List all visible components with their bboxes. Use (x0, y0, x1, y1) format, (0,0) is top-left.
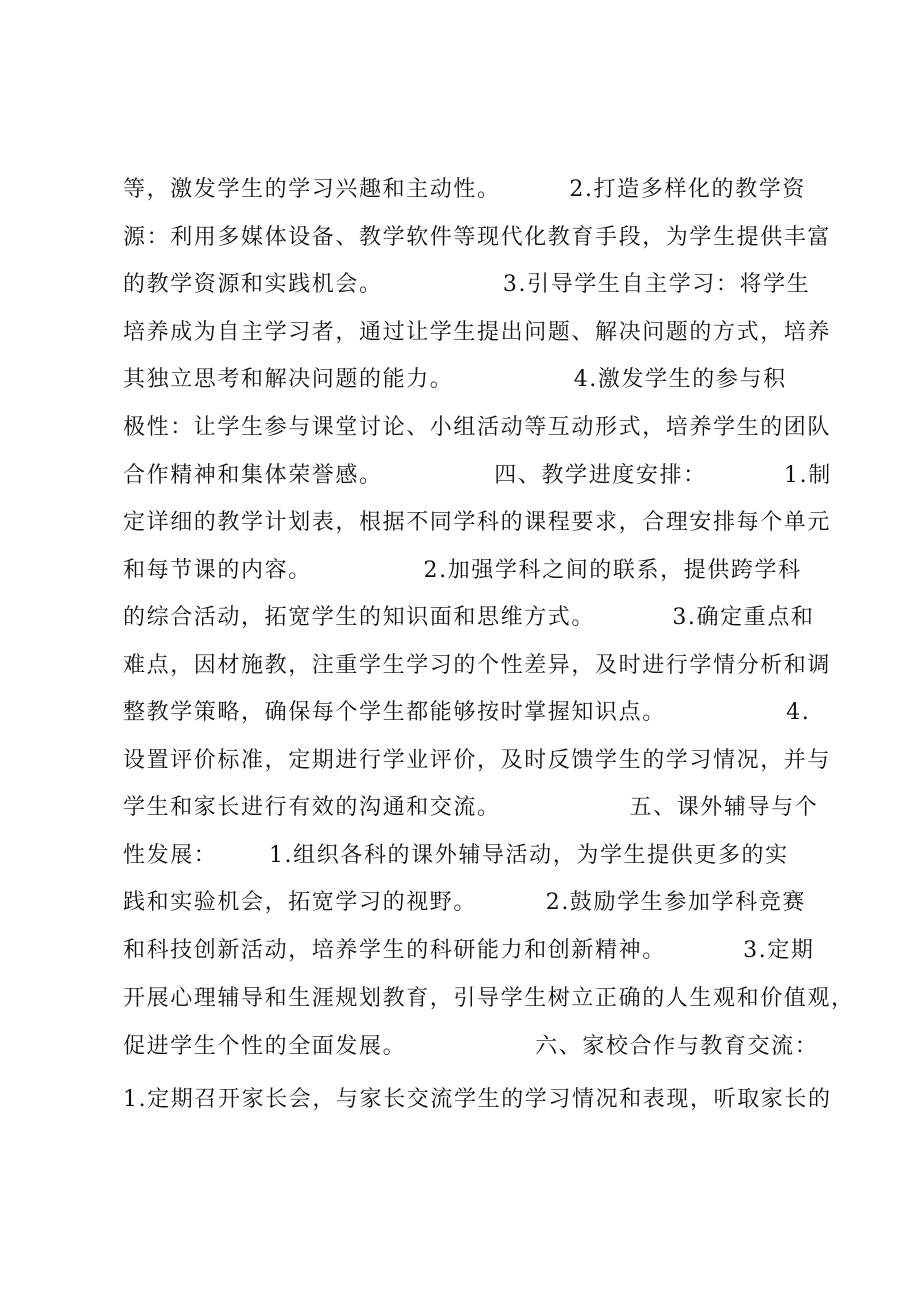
text-line: 源：利用多媒体设备、教学软件等现代化教育手段，为学生提供丰富 (123, 225, 832, 250)
text-line: 极性：让学生参与课堂讨论、小组活动等互动形式，培养学生的团队 (123, 415, 832, 440)
text-line: 难点，因材施教，注重学生学习的个性差异，及时进行学情分析和调 (123, 653, 832, 678)
text-line: 的教学资源和实践机会。 3.引导学生自主学习：将学生 (123, 272, 811, 297)
text-line: 促进学生个性的全面发展。 六、家校合作与教育交流： (123, 1034, 819, 1059)
text-line: 开展心理辅导和生涯规划教育，引导学生树立正确的人生观和价值观， (123, 986, 855, 1011)
text-line: 和科技创新活动，培养学生的科研能力和创新精神。 3.定期 (123, 938, 815, 963)
text-line: 定详细的教学计划表，根据不同学科的课程要求，合理安排每个单元 (123, 510, 832, 535)
text-line: 等，激发学生的学习兴趣和主动性。 2.打造多样化的教学资 (123, 177, 806, 202)
text-line: 和每节课的内容。 2.加强学科之间的联系，提供跨学科 (123, 558, 802, 583)
text-line: 合作精神和集体荣誉感。 四、教学进度安排： 1.制 (123, 463, 832, 488)
text-line: 培养成为自主学习者，通过让学生提出问题、解决问题的方式，培养 (123, 320, 832, 345)
text-line: 学生和家长进行有效的沟通和交流。 五、课外辅导与个 (123, 795, 819, 820)
text-line: 设置评价标准，定期进行学业评价，及时反馈学生的学习情况，并与 (123, 748, 832, 773)
text-line: 整教学策略，确保每个学生都能够按时掌握知识点。 4. (123, 700, 811, 725)
text-line: 践和实验机会，拓宽学习的视野。 2.鼓励学生参加学科竞赛 (123, 890, 806, 915)
text-line: 其独立思考和解决问题的能力。 4.激发学生的参与积 (123, 367, 787, 392)
text-line: 性发展： 1.组织各科的课外辅导活动，为学生提供更多的实 (123, 843, 789, 868)
text-line: 的综合活动，拓宽学生的知识面和思维方式。 3.确定重点和 (123, 605, 815, 630)
text-line: 1.定期召开家长会，与家长交流学生的学习情况和表现，听取家长的 (123, 1087, 832, 1112)
